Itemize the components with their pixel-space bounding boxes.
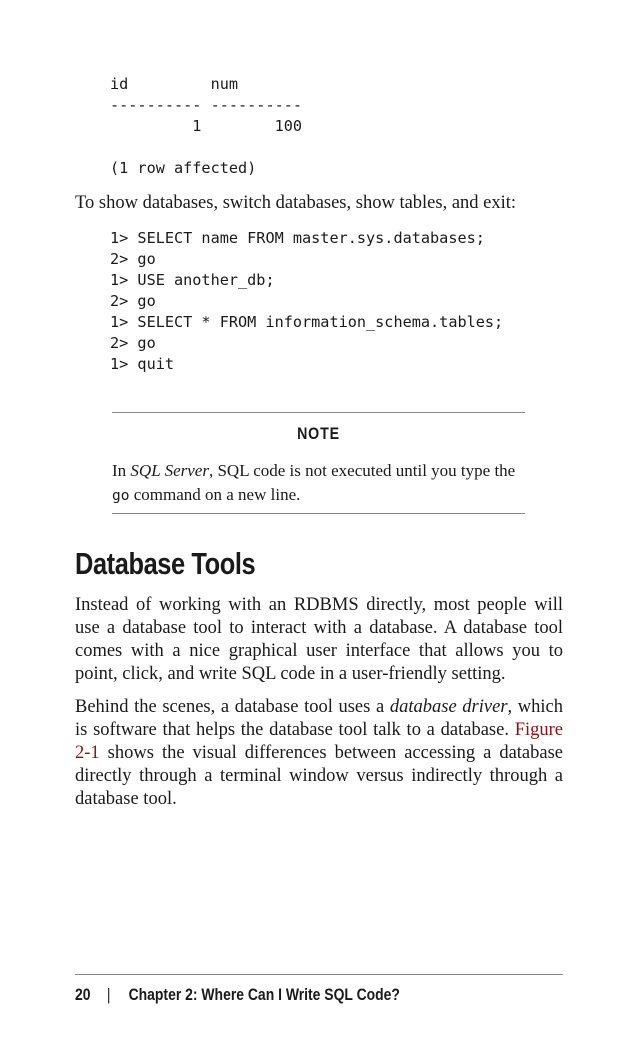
section-heading: Database Tools <box>75 546 256 581</box>
note-text-start: In <box>112 461 131 480</box>
para2-start: Behind the scenes, a database tool uses a <box>75 697 390 717</box>
output-line: ---------- ---------- <box>110 96 303 114</box>
intro-text: To show databases, switch databases, show tables, and exit: <box>75 193 517 213</box>
figure-link[interactable]: Figure 2-1 <box>75 720 563 763</box>
command-line: 1> SELECT name FROM master.sys.databases; <box>110 229 485 247</box>
command-line: 1> SELECT * FROM information_schema.tables; <box>110 313 504 331</box>
note-text <box>112 459 525 508</box>
note-text-middle: , SQL code is not executed until you type the <box>208 461 516 480</box>
note-emphasis: SQL Server <box>130 461 209 480</box>
command-line: 2> go <box>110 334 156 352</box>
para2-end: shows the visual differences between accessing a database directly through a terminal window versus indirectly through a database tool. <box>75 743 563 809</box>
paragraph-1: Instead of working with an RDBMS directly, most people will use a database tool to interact with a database. A database tool comes with a nice graphical user interface that allows you to point, click, and write SQL code in a user-friendly setting. <box>75 595 563 684</box>
paragraph-2 <box>75 696 563 811</box>
page-number: 20 <box>75 985 91 1004</box>
note-bottom-rule <box>112 513 525 514</box>
para2-emphasis: database driver <box>389 697 508 717</box>
output-line: id num <box>110 75 239 93</box>
command-line: 1> quit <box>110 355 175 373</box>
note-text-end: command on a new line. <box>129 484 301 504</box>
note-top-rule <box>112 412 525 413</box>
page-footer <box>75 985 400 1005</box>
chapter-title: Chapter 2: Where Can I Write SQL Code? <box>128 985 400 1004</box>
footer-rule <box>75 974 563 975</box>
command-line: 2> go <box>110 292 156 310</box>
footer-separator: | <box>106 985 111 1004</box>
code-commands-block <box>110 228 503 375</box>
note-heading: NOTE <box>297 425 340 443</box>
note-code-go: go <box>112 487 130 504</box>
output-line: (1 row affected) <box>110 159 257 177</box>
code-output-block <box>110 74 302 179</box>
para2-middle: , which is software that helps the database tool talk to a database. <box>75 697 563 740</box>
command-line: 1> USE another_db; <box>110 271 275 289</box>
output-line: 1 100 <box>110 117 303 135</box>
command-line: 2> go <box>110 250 156 268</box>
